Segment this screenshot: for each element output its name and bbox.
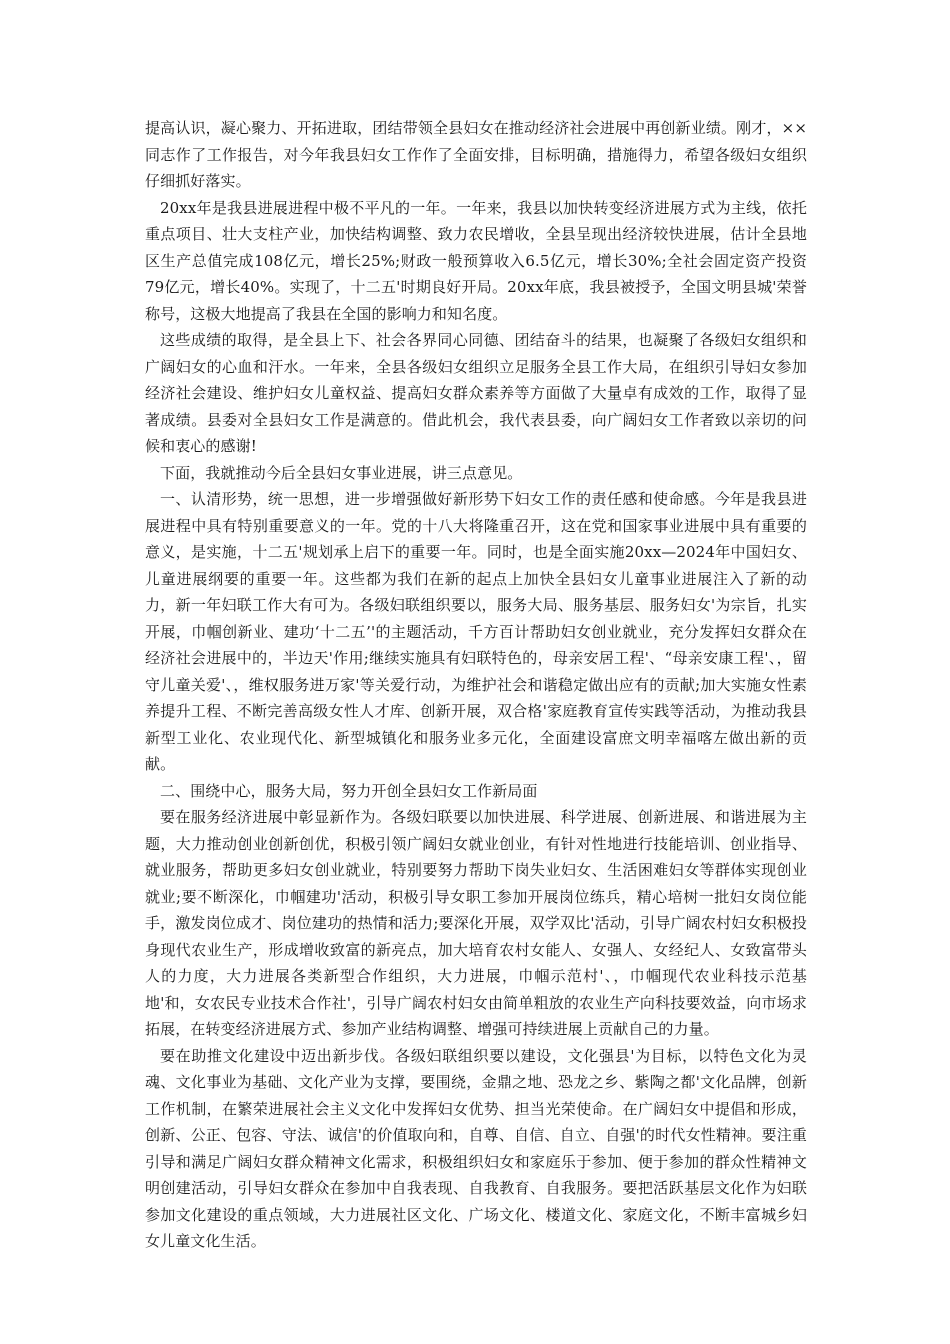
document-body [145,115,807,1255]
paragraph-economic: 要在服务经济进展中彰显新作为。各级妇联要以加快进展、科学进展、创新进展、和谐进展为主题，大力推动创业创新创优，积极引领广阔妇女就业创业，有针对性地进行技能培训、创业指导、就业服务，帮助更多妇女创业就业，特别要努力帮助下岗失业妇女、生活困难妇女等群体实现创业就业;要不断深化，巾帼建功'活动，积极引导女职工参加开展岗位练兵，精心培树一批妇女岗位能手，激发岗位成才、岗位建功的热情和活力;要深化开展，双学双比'活动，引导广阔农村妇女积极投身现代农业生产，形成增收致富的新亮点，加大培育农村女能人、女强人、女经纪人、女致富带头人的力度，大力进展各类新型合作组织，大力进展，巾帼示范村'、，巾帼现代农业科技示范基地'和，女农民专业技术合作社'，引导广阔农村妇女由简单粗放的农业生产向科技要效益，向市场求拓展，在转变经济进展方式、参加产业结构调整、增强可持续进展上贡献自己的力量。 [145,808,807,1038]
paragraph-intro-opinions: 下面，我就推动今后全县妇女事业进展，讲三点意见。 [160,463,523,482]
paragraph-thanks: 这些成绩的取得，是全县上下、社会各界同心同德、团结奋斗的结果，也凝聚了各级妇女组织和广阔妇女的心血和汗水。一年来，全县各级妇女组织立足服务全县工作大局，在组织引导妇女参加经济社会建设、维护妇女儿童权益、提高妇女群众素养等方面做了大量卓有成效的工作，取得了显著成绩。县委对全县妇女工作是满意的。借此机会，我代表县委，向广阔妇女工作者致以亲切的问候和衷心的感谢! [145,331,807,455]
section-heading-one: 一、认清形势，统一思想，进一步增强做好新形势下妇女工作的责任感和使命感。今年是我县进展进程中具有特别重要意义的一年。党的十八大将隆重召开，这在党和国家事业进展中具有重要的意义，是实施，十二五'规划承上启下的重要一年。同时，也是全面实施20xx—2024年中国妇女、儿童进展纲要的重要一年。这些都为我们在新的起点上加快全县妇女儿童事业进展注入了新的动力，新一年妇联工作大有可为。各级妇联组织要以，服务大局、服务基层、服务妇女'为宗旨，扎实开展，巾帼创新业、建功‘十二五’'的主题活动，千方百计帮助妇女创业就业，充分发挥妇女群众在经济社会进展中的，半边天'作用;继续实施具有妇联特色的，母亲安居工程'、“母亲安康工程'、，留守儿童关爱'、，维权服务进万家'等关爱行动，为维护社会和谐稳定做出应有的贡献;加大实施女性素养提升工程、不断完善高级女性人才库、创新开展，双合格'家庭教育宣传实践等活动，为推动我县新型工业化、农业现代化、新型城镇化和服务业多元化，全面建设富庶文明幸福喀左做出新的贡献。 [145,490,807,773]
paragraph-opening: 提高认识，凝心聚力、开拓进取，团结带领全县妇女在推动经济社会进展中再创新业绩。刚才，××同志作了工作报告，对今年我县妇女工作作了全面安排，目标明确，措施得力，希望各级妇女组织仔细抓好落实。 [145,119,807,190]
paragraph-achievements: 20xx年是我县进展进程中极不平凡的一年。一年来，我县以加快转变经济进展方式为主线，依托重点项目、壮大支柱产业，加快结构调整、致力农民增收，全县呈现出经济较快进展，估计全县地区生产总值完成108亿元，增长25%;财政一般预算收入6.5亿元，增长30%;全社会固定资产投资79亿元，增长40%。实现了，十二五'时期良好开局。20xx年底，我县被授予，全国文明县城'荣誉称号，这极大地提高了我县在全国的影响力和知名度。 [145,198,807,323]
paragraph-cultural: 要在助推文化建设中迈出新步伐。各级妇联组织要以建设，文化强县'为目标，以特色文化为灵魂、文化事业为基础、文化产业为支撑，要围绕，金鼎之地、恐龙之乡、紫陶之都'文化品牌，创新工作机制，在繁荣进展社会主义文化中发挥妇女优势、担当光荣使命。在广阔妇女中提倡和形成，创新、公正、包容、守法、诚信'的价值取向和，自尊、自信、自立、自强'的时代女性精神。要注重引导和满足广阔妇女群众精神文化需求，积极组织妇女和家庭乐于参加、便于参加的群众性精神文明创建活动，引导妇女群众在参加中自我表现、自我教育、自我服务。要把活跃基层文化作为妇联参加文化建设的重点领域，大力进展社区文化、广场文化、楼道文化、家庭文化，不断丰富城乡妇女儿童文化生活。 [145,1046,807,1250]
section-heading-two: 二、围绕中心，服务大局，努力开创全县妇女工作新局面 [160,781,538,800]
